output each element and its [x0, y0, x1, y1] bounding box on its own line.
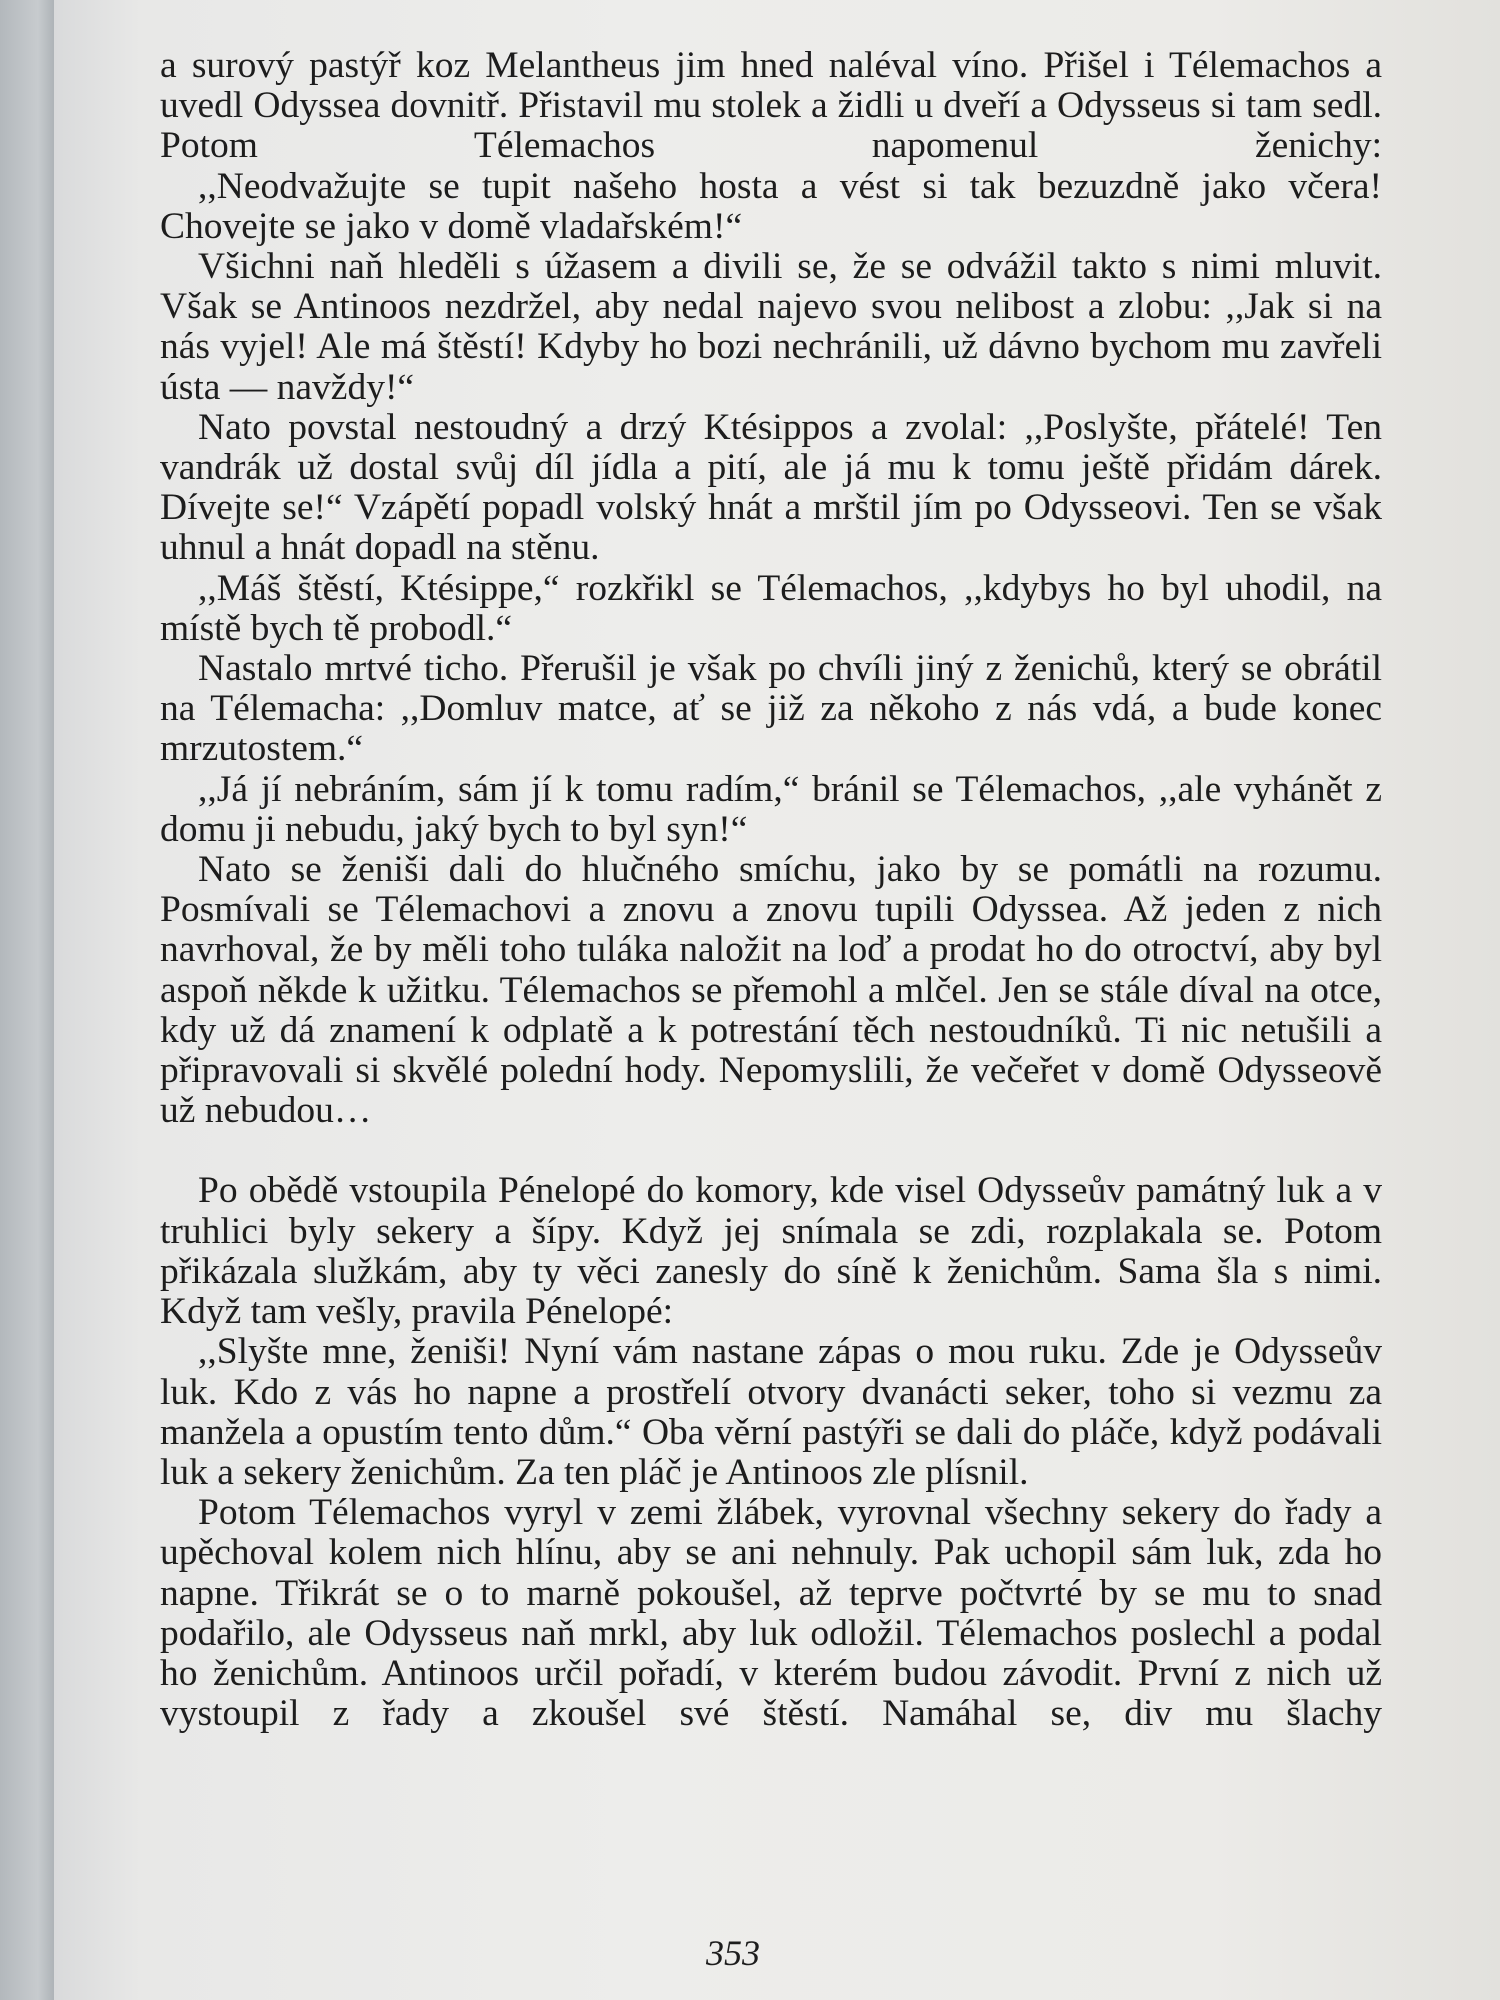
- page-text: [160, 46, 1382, 1734]
- book-page: [54, 0, 1500, 2000]
- paragraph-6: Nastalo mrtvé ticho. Přerušil je však po chvíli jiný z ženichů, který se obrátil na Télemacha: ,,Domluv matce, ať se již za někoho z nás vdá, a bude konec mrzutostem.“: [160, 648, 1382, 770]
- paragraph-3: Všichni naň hleděli s úžasem a divili se, že se odvážil takto s nimi mluvit. Však se Antinoos nezdržel, aby nedal najevo svou nelibost a zlobu: ,,Jak si na nás vyjel! Ale má štěstí! Kdyby ho bozi nechránili, už dávno bychom mu zavřeli ústa — navždy!“: [160, 246, 1382, 408]
- paragraph-2: ,,Neodvažujte se tupit našeho hosta a vést si tak bezuzdně jako včera! Chovejte se jako v domě vladařském!“: [160, 165, 1382, 247]
- book-gutter: [0, 0, 54, 2000]
- page-number: 353: [706, 1933, 760, 1973]
- paragraph-7: ,,Já jí nebráním, sám jí k tomu radím,“ bránil se Télemachos, ,,ale vyhánět z domu ji nebudu, jaký bych to byl syn!“: [160, 768, 1382, 850]
- paragraph-9: Po obědě vstoupila Pénelopé do komory, kde visel Odysseův památný luk a v truhlici byly sekery a šípy. Když jej snímala se zdi, rozplakala se. Potom přikázala služkám, aby ty věci zanesly do síně k ženichům. Sama šla s nimi. Když tam vešly, pravila Pénelopé:: [160, 1170, 1382, 1333]
- paragraph-4: Nato povstal nestoudný a drzý Ktésippos a zvolal: ,,Poslyšte, přátelé! Ten vandrák už dostal svůj díl jídla a pití, ale já mu k tomu ještě přidám dárek. Dívejte se!“ Vzápětí popadl volský hnát a mrštil jím po Odysseovi. Ten se však uhnul a hnát dopadl na stěnu.: [160, 406, 1382, 569]
- paragraph-10: ,,Slyšte mne, ženiši! Nyní vám nastane zápas o mou ruku. Zde je Odysseův luk. Kdo z vás ho napne a prostřelí otvory dvanácti seker, toho si vezmu za manžela a opustím tento dům.“ Oba věrní pastýři se dali do pláče, když podávali luk a sekery ženichům. Za ten pláč je Antinoos zle plísnil.: [160, 1331, 1382, 1493]
- paragraph-5: ,,Máš štěstí, Ktésippe,“ rozkřikl se Télemachos, ,,kdybys ho byl uhodil, na místě bych tě probodl.“: [160, 567, 1382, 649]
- paragraph-1: a surový pastýř koz Melantheus jim hned naléval víno. Přišel i Télemachos a uvedl Odyssea dovnitř. Přistavil mu stolek a židli u dveří a Odysseus si tam sedl. Potom Télemachos napomenul ženichy:: [160, 45, 1382, 167]
- paragraph-8: Nato se ženiši dali do hlučného smíchu, jako by se pomátli na rozumu. Posmívali se Télemachovi a znovu a znovu tupili Odyssea. Až jeden z nich navrhoval, že by měli toho tuláka naložit na loď a prodat ho do otroctví, aby byl aspoň někde k užitku. Télemachos se přemohl a mlčel. Jen se stále díval na otce, kdy už dá znamení k odplatě a k potrestání těch nestoudníků. Ti nic netušili a připravovali si skvělé polední hody. Nepomyslili, že večeřet v domě Odysseově už nebudou…: [160, 849, 1382, 1132]
- section-break: [160, 1131, 1382, 1171]
- paragraph-11: Potom Télemachos vyryl v zemi žlábek, vyrovnal všechny sekery do řady a upěchoval kolem nich hlínu, aby se ani nehnuly. Pak uchopil sám luk, zda ho napne. Třikrát se o to marně pokoušel, až teprve počtvrté by se mu to snad podařilo, ale Odysseus naň mrkl, aby luk odložil. Télemachos poslechl a podal ho ženichům. Antinoos určil pořadí, v kterém budou závodit. První z nich už vystoupil z řady a zkoušel své štěstí. Namáhal se, div mu šlachy: [160, 1492, 1382, 1735]
